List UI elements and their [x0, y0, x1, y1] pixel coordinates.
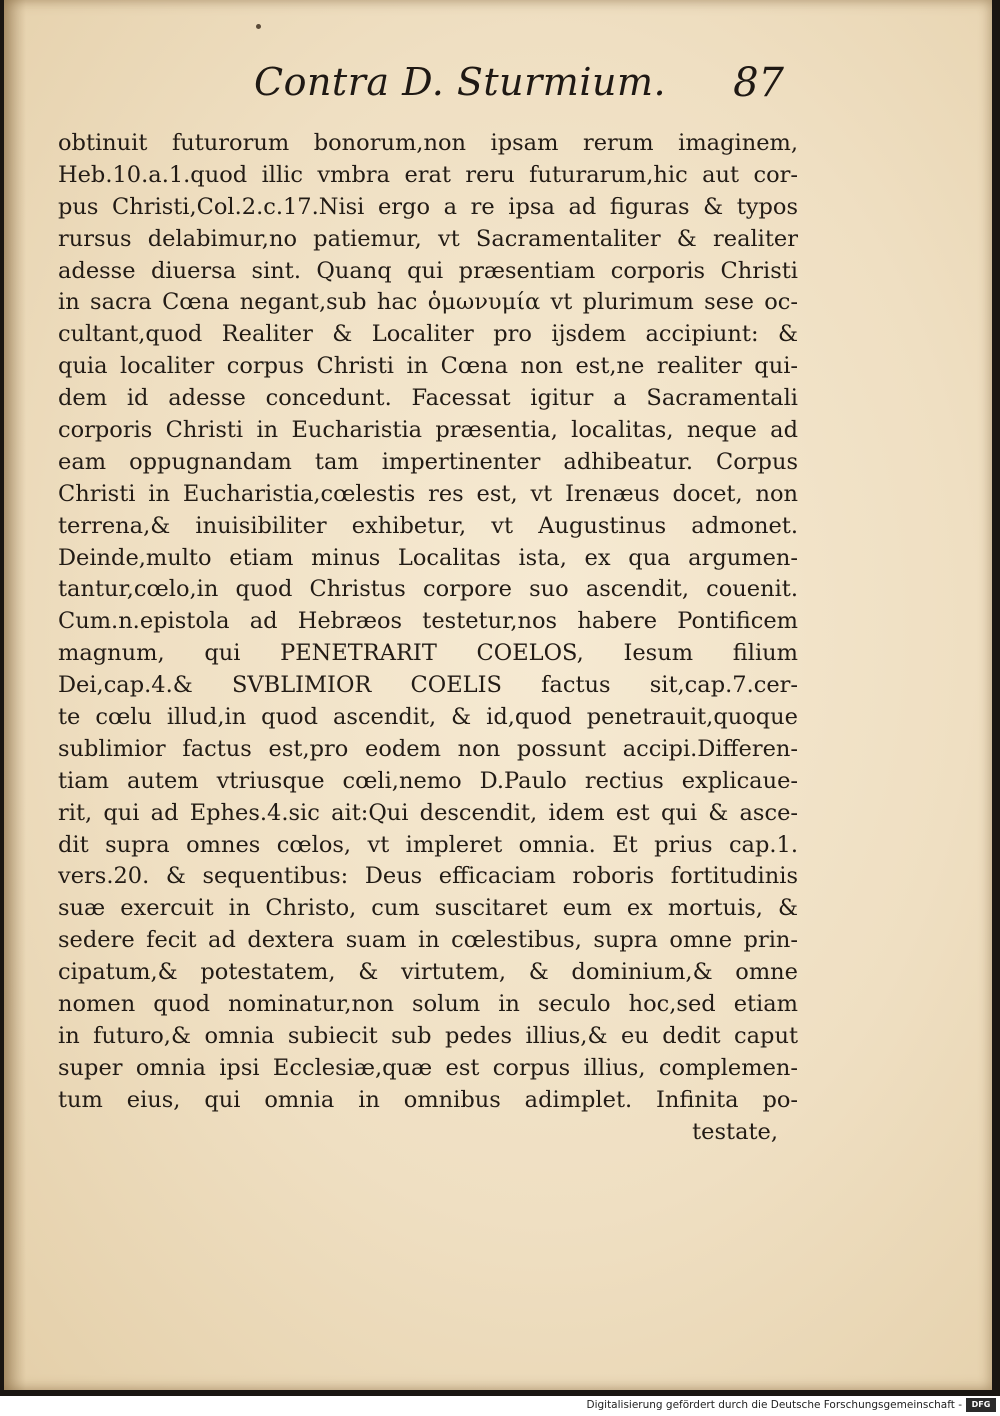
text-line: magnum, qui PENETRARIT COELOS, Iesum filium — [58, 640, 798, 667]
text-line: adesse diuersa sint. Quanq qui præsentiam corporis Christi — [58, 257, 798, 284]
text-line: suæ exercuit in Christo, cum suscitaret eum ex mortuis, & — [58, 895, 798, 922]
text-line: tum eius, qui omnia in omnibus adimplet. Infinita po- — [58, 1086, 798, 1113]
body-text — [58, 128, 798, 1149]
text-line: corporis Christi in Eucharistia præsentia, localitas, neque ad — [58, 417, 798, 444]
book-page — [4, 0, 992, 1390]
text-line: in sacra Cœna negant,sub hac ὁμωνυμία vt plurimum sese oc- — [58, 289, 798, 316]
text-line: in futuro,& omnia subiecit sub pedes illius,& eu dedit caput — [58, 1022, 798, 1049]
text-line: super omnia ipsi Ecclesiæ,quæ est corpus illius, complemen- — [58, 1054, 798, 1081]
text-line: pus Christi,Col.2.c.17.Nisi ergo a re ipsa ad figuras & typos — [58, 193, 798, 220]
text-line: Deinde,multo etiam minus Localitas ista, ex qua argumen- — [58, 544, 798, 571]
running-title: Contra D. Sturmium. — [254, 60, 667, 104]
text-line: nomen quod nominatur,non solum in seculo hoc,sed etiam — [58, 991, 798, 1018]
ink-speck — [256, 24, 261, 29]
text-line: dit supra omnes cœlos, vt impleret omnia. Et prius cap.1. — [58, 831, 798, 858]
text-line: obtinuit futurorum bonorum,non ipsam rerum imaginem, — [58, 130, 798, 156]
dfg-logo: DFG — [966, 1398, 996, 1412]
text-line: cipatum,& potestatem, & virtutem, & dominium,& omne — [58, 959, 798, 986]
text-line: terrena,& inuisibiliter exhibetur, vt Augustinus admonet. — [58, 512, 798, 539]
text-line: eam oppugnandam tam impertinenter adhibeatur. Corpus — [58, 448, 798, 475]
text-line: tantur,cœlo,in quod Christus corpore suo ascendit, couenit. — [58, 576, 798, 603]
text-line: tiam autem vtriusque cœli,nemo D.Paulo rectius explicaue- — [58, 767, 798, 794]
page-header — [254, 60, 784, 120]
text-line: te cœlu illud,in quod ascendit, & id,quod penetrauit,quoque — [58, 704, 798, 731]
text-line: Dei,cap.4.& SVBLIMIOR COELIS factus sit,cap.7.cer- — [58, 672, 798, 699]
text-line: sedere fecit ad dextera suam in cœlestibus, supra omne prin- — [58, 927, 798, 954]
text-line: quia localiter corpus Christi in Cœna non est,ne realiter qui- — [58, 353, 798, 380]
funding-credit: Digitalisierung gefördert durch die Deutsche Forschungsgemeinschaft - — [586, 1399, 962, 1411]
text-line: cultant,quod Realiter & Localiter pro ijsdem accipiunt: & — [58, 321, 798, 348]
text-line: rursus delabimur,no patiemur, vt Sacramentaliter & realiter — [58, 225, 798, 252]
text-line: sublimior factus est,pro eodem non possunt accipi.Differen- — [58, 735, 798, 762]
text-line: Heb.10.a.1.quod illic vmbra erat reru futurarum,hic aut cor- — [58, 161, 798, 188]
text-line: Christi in Eucharistia,cœlestis res est, vt Irenæus docet, non — [58, 480, 798, 507]
text-line: rit, qui ad Ephes.4.sic ait:Qui descendit, idem est qui & asce- — [58, 799, 798, 826]
text-line: vers.20. & sequentibus: Deus efficaciam roboris fortitudinis — [58, 863, 798, 890]
page-number: 87 — [733, 60, 784, 106]
digitization-footer — [0, 1396, 1000, 1416]
text-line: Cum.n.epistola ad Hebræos testetur,nos habere Pontificem — [58, 608, 798, 635]
text-line: dem id adesse concedunt. Facessat igitur a Sacramentali — [58, 385, 798, 412]
catchword: testate, — [692, 1118, 778, 1145]
